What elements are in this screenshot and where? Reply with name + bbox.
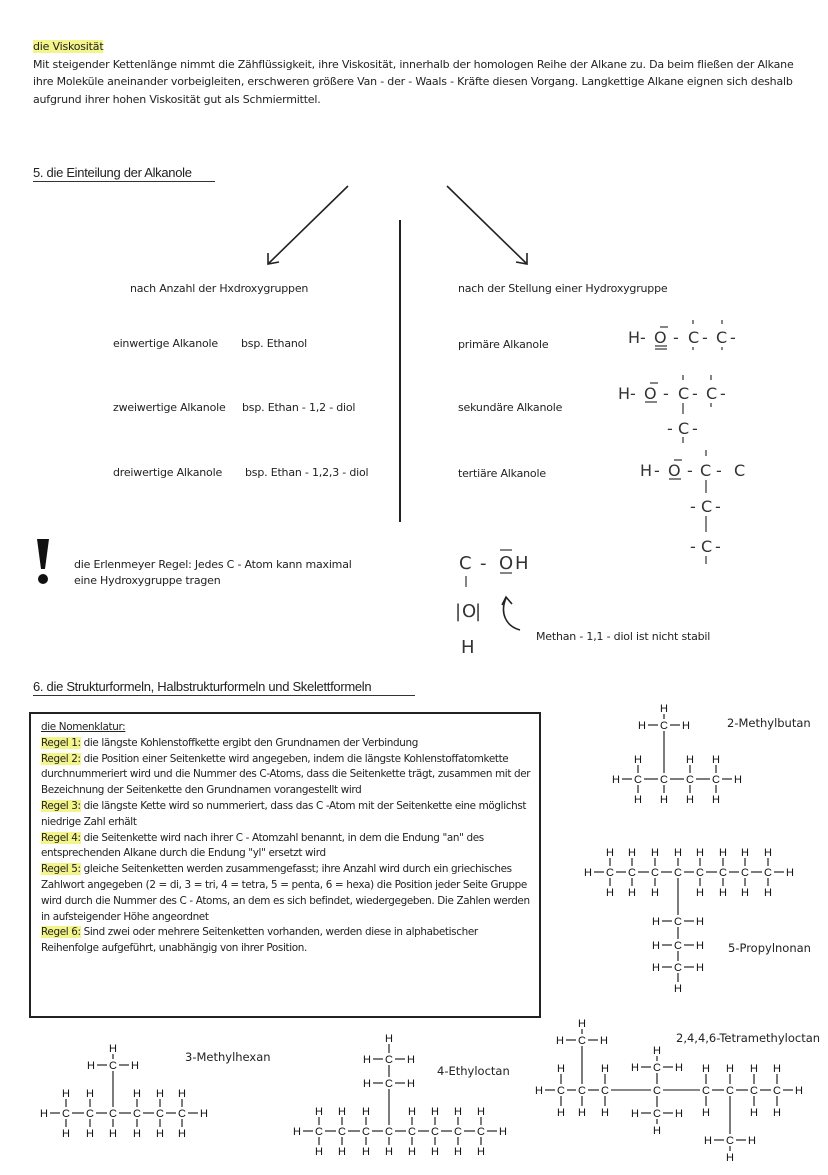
hydrogen-atom: H <box>338 1146 346 1158</box>
hydrogen-atom: H <box>133 1128 141 1140</box>
svg-text:C: C <box>678 384 690 403</box>
hydrogen-atom: H <box>40 1108 48 1120</box>
secondary-alkanols: sekundäre Alkanole <box>458 401 563 414</box>
carbon-atom: C <box>109 1108 117 1120</box>
tertiary-alkanols: tertiäre Alkanole <box>458 467 546 480</box>
hydrogen-atom: H <box>719 847 727 859</box>
hydrogen-atom: H <box>696 940 704 952</box>
svg-text:-: - <box>715 497 721 516</box>
hydrogen-atom: H <box>315 1106 323 1118</box>
svg-text:-: - <box>716 461 722 480</box>
hydrogen-atom: H <box>454 1106 462 1118</box>
svg-text:-: - <box>667 419 673 438</box>
hydrogen-atom: H <box>764 847 772 859</box>
hydrogen-atom: H <box>660 794 668 806</box>
hydrogen-atom: H <box>535 1085 543 1097</box>
carbon-atom: C <box>477 1126 485 1138</box>
hydrogen-atom: H <box>750 1063 758 1075</box>
row1-type: einwertige Alkanole <box>113 337 218 350</box>
hydrogen-atom: H <box>750 1107 758 1119</box>
hydrogen-atom: H <box>600 1035 608 1047</box>
svg-text:|: | <box>455 601 462 622</box>
right-heading: nach der Stellung einer Hydroxygruppe <box>458 282 668 295</box>
hydrogen-atom: H <box>653 1125 661 1137</box>
carbon-atom: C <box>651 867 659 879</box>
carbon-atom: C <box>719 867 727 879</box>
hydrogen-atom: H <box>86 1128 94 1140</box>
hydrogen-atom: H <box>704 1135 712 1147</box>
hydrogen-atom: H <box>764 887 772 899</box>
hydrogen-atom: H <box>712 754 720 766</box>
nomenclature-heading: die Nomenklatur: <box>41 721 126 733</box>
hydrogen-atom: H <box>477 1106 485 1118</box>
svg-text:-: - <box>692 384 698 403</box>
hydrogen-atom: H <box>795 1085 803 1097</box>
carbon-atom: C <box>385 1054 393 1066</box>
viscosity-heading: die Viskosität <box>33 40 104 53</box>
rule-2: Regel 2: die Position einer Seitenkette wird angegeben, indem die längste Kohlenstoffatomkette durchnummeriert wird und die Nummer des C-Atoms, dass die Seitenkette trägt, zusammen mit der Bezeichnung der Seitenkette den Grundnamen vorangestellt wird <box>41 752 531 797</box>
carbon-atom: C <box>660 720 668 732</box>
carbon-atom: C <box>601 1085 609 1097</box>
carbon-atom: C <box>62 1108 70 1120</box>
carbon-atom: C <box>696 867 704 879</box>
label-5-propylnonan: 5-Propylnonan <box>728 941 811 955</box>
carbon-atom: C <box>86 1108 94 1120</box>
svg-text:-: - <box>715 537 721 556</box>
hydrogen-atom: H <box>200 1108 208 1120</box>
carbon-atom: C <box>385 1126 393 1138</box>
svg-text:C: C <box>734 461 746 480</box>
hydrogen-atom: H <box>454 1146 462 1158</box>
hydrogen-atom: H <box>109 1043 117 1055</box>
carbon-atom: C <box>408 1126 416 1138</box>
hydrogen-atom: H <box>748 1135 756 1147</box>
carbon-atom: C <box>578 1085 586 1097</box>
hydrogen-atom: H <box>499 1126 507 1138</box>
carbon-atom: C <box>674 962 682 974</box>
hydrogen-atom: H <box>431 1146 439 1158</box>
hydrogen-atom: H <box>652 940 660 952</box>
hydrogen-atom: H <box>556 1035 564 1047</box>
hydrogen-atom: H <box>87 1060 95 1072</box>
erlenmeyer-rule: die Erlenmeyer Regel: Jedes C - Atom kann maximal eine Hydroxygruppe tragen <box>74 558 352 587</box>
rule-5: Regel 5: gleiche Seitenketten werden zusammengefasst; ihre Anzahl wird durch ein griechisches Zahlwort angegeben (2 = di, 3 = tri, 4 = tetra, 5 = penta, 6 = hexa) die Position jeder Seite Gruppe wird durch die Nummer des C - Atoms, an dem es sich befindet, wiedergegeben. Die Zahlen werden in aufsteigender Höhe angeordnet <box>41 863 530 923</box>
carbon-atom: C <box>315 1126 323 1138</box>
carbon-atom: C <box>156 1108 164 1120</box>
hydrogen-atom: H <box>773 1107 781 1119</box>
hydrogen-atom: H <box>734 774 742 786</box>
hydrogen-atom: H <box>634 794 642 806</box>
hydrogen-atom: H <box>675 1108 683 1120</box>
hydrogen-atom: H <box>109 1128 117 1140</box>
svg-text:-: - <box>720 384 726 403</box>
svg-text:-: - <box>640 328 646 347</box>
hydrogen-atom: H <box>653 1045 661 1057</box>
carbon-atom: C <box>773 1085 781 1097</box>
hydrogen-atom: H <box>578 1018 586 1030</box>
hydrogen-atom: H <box>612 774 620 786</box>
primary-alkanols: primäre Alkanole <box>458 338 549 351</box>
svg-text:C: C <box>678 419 690 438</box>
carbon-atom: C <box>653 1108 661 1120</box>
label-2-methylbutan: 2-Methylbutan <box>727 716 811 730</box>
rule-6: Regel 6: Sind zwei oder mehrere Seitenketten vorhanden, werden diese in alphabetischer Reihenfolge aufgeführt, unabhängig von ihrer Position. <box>41 926 478 955</box>
hydrogen-atom: H <box>712 794 720 806</box>
row1-example: bsp. Ethanol <box>241 337 308 350</box>
hydrogen-atom: H <box>584 867 592 879</box>
carbon-atom: C <box>660 774 668 786</box>
hydrogen-atom: H <box>363 1078 371 1090</box>
svg-text:-: - <box>690 497 696 516</box>
hydrogen-atom: H <box>407 1078 415 1090</box>
hydrogen-atom: H <box>578 1107 586 1119</box>
section5-title: 5. die Einteilung der Alkanole <box>33 165 215 182</box>
row3-example: bsp. Ethan - 1,2,3 - diol <box>245 466 369 479</box>
hydrogen-atom: H <box>363 1054 371 1066</box>
hydrogen-atom: H <box>631 1108 639 1120</box>
carbon-atom: C <box>712 774 720 786</box>
svg-text:H: H <box>515 553 529 574</box>
carbon-atom: C <box>557 1085 565 1097</box>
svg-text:-: - <box>654 461 660 480</box>
carbon-atom: C <box>362 1126 370 1138</box>
carbon-atom: C <box>178 1108 186 1120</box>
rule-4: Regel 4: die Seitenkette wird nach ihrer C - Atomzahl benannt, in dem die Endung "an" des entsprechenden Alkane durch die Endung "yl" ersetzt wird <box>41 831 484 860</box>
svg-text:|: | <box>475 601 482 622</box>
svg-text:O: O <box>462 601 477 622</box>
hydrogen-atom: H <box>606 847 614 859</box>
carbon-atom: C <box>628 867 636 879</box>
svg-text:O: O <box>644 384 657 403</box>
hydrogen-atom: H <box>674 983 682 995</box>
hydrogen-atom: H <box>675 1062 683 1074</box>
svg-text:-: - <box>690 537 696 556</box>
hydrogen-atom: H <box>601 1107 609 1119</box>
carbon-atom: C <box>133 1108 141 1120</box>
hydrogen-atom: H <box>638 720 646 732</box>
hydrogen-atom: H <box>631 1062 639 1074</box>
carbon-atom: C <box>606 867 614 879</box>
svg-text:C: C <box>700 461 712 480</box>
row2-type: zweiwertige Alkanole <box>113 401 226 414</box>
hydrogen-atom: H <box>131 1060 139 1072</box>
row2-example: bsp. Ethan - 1,2 - diol <box>242 401 356 414</box>
hydrogen-atom: H <box>362 1146 370 1158</box>
hydrogen-atom: H <box>362 1106 370 1118</box>
hydrogen-atom: H <box>726 1063 734 1075</box>
hydrogen-atom: H <box>601 1063 609 1075</box>
carbon-atom: C <box>653 1062 661 1074</box>
hydrogen-atom: H <box>293 1126 301 1138</box>
hydrogen-atom: H <box>726 1152 734 1164</box>
carbon-atom: C <box>385 1078 393 1090</box>
svg-text:O: O <box>499 553 514 574</box>
hydrogen-atom: H <box>156 1128 164 1140</box>
svg-text:H: H <box>618 384 631 403</box>
hydrogen-atom: H <box>385 1146 393 1158</box>
hydrogen-atom: H <box>156 1088 164 1100</box>
svg-text:-: - <box>673 328 679 347</box>
hydrogen-atom: H <box>133 1088 141 1100</box>
hydrogen-atom: H <box>557 1107 565 1119</box>
prim-C1: C <box>688 328 700 347</box>
svg-text:-: - <box>663 384 669 403</box>
svg-text:-: - <box>480 553 487 574</box>
row3-type: dreiwertige Alkanole <box>113 466 223 479</box>
hydrogen-atom: H <box>652 916 660 928</box>
hydrogen-atom: H <box>407 1054 415 1066</box>
carbon-atom: C <box>686 774 694 786</box>
svg-text:-: - <box>687 461 693 480</box>
hydrogen-atom: H <box>686 794 694 806</box>
hydrogen-atom: H <box>651 847 659 859</box>
carbon-atom: C <box>634 774 642 786</box>
svg-text:-: - <box>730 328 736 347</box>
carbon-atom: C <box>741 867 749 879</box>
hydrogen-atom: H <box>338 1106 346 1118</box>
hydrogen-atom: H <box>696 847 704 859</box>
rule-3: Regel 3: die längste Kette wird so nummeriert, dass das C -Atom mit der Seitenkette eine möglichst niedrige Zahl erhält <box>41 799 527 828</box>
hydrogen-atom: H <box>62 1088 70 1100</box>
left-heading: nach Anzahl der Hxdroxygruppen <box>130 282 309 295</box>
svg-text:C: C <box>459 553 472 574</box>
hydrogen-atom: H <box>674 847 682 859</box>
hydrogen-atom: H <box>773 1063 781 1075</box>
hydrogen-atom: H <box>408 1106 416 1118</box>
carbon-atom: C <box>454 1126 462 1138</box>
svg-text:H: H <box>461 637 475 658</box>
prim-H: H <box>628 328 641 347</box>
svg-text:-: - <box>630 384 636 403</box>
hydrogen-atom: H <box>696 916 704 928</box>
label-4-ethyloctan: 4-Ethyloctan <box>437 1064 510 1078</box>
hydrogen-atom: H <box>741 847 749 859</box>
carbon-atom: C <box>109 1060 117 1072</box>
hydrogen-atom: H <box>696 962 704 974</box>
methane-note: Methan - 1,1 - diol ist nicht stabil <box>536 630 711 643</box>
hydrogen-atom: H <box>385 1033 393 1045</box>
hydrogen-atom: H <box>557 1063 565 1075</box>
hydrogen-atom: H <box>315 1146 323 1158</box>
hydrogen-atom: H <box>702 1107 710 1119</box>
prim-O: O <box>654 328 667 347</box>
label-tetramethyloctan: 2,4,4,6-Tetramethyloctan <box>676 1031 821 1045</box>
hydrogen-atom: H <box>628 847 636 859</box>
carbon-atom: C <box>578 1035 586 1047</box>
carbon-atom: C <box>674 916 682 928</box>
hydrogen-atom: H <box>660 703 668 715</box>
hydrogen-atom: H <box>652 962 660 974</box>
hydrogen-atom: H <box>86 1088 94 1100</box>
hydrogen-atom: H <box>431 1106 439 1118</box>
carbon-atom: C <box>674 940 682 952</box>
hydrogen-atom: H <box>651 887 659 899</box>
hydrogen-atom: H <box>408 1146 416 1158</box>
viscosity-text: Mit steigender Kettenlänge nimmt die Zähflüssigkeit, ihre Viskosität, innerhalb der homologen Reihe der Alkane zu. Da beim fließen der Alkane ihre Moleküle aneinander vorbeigleiten, erschweren größere Van - der - Waals - Kräfte diesen Vorgang. Langkettige Alkane eignen sich deshalb aufgrund ihrer hohen Viskosität gut als Schmiermittel. <box>33 57 794 106</box>
carbon-atom: C <box>431 1126 439 1138</box>
hydrogen-atom: H <box>702 1063 710 1075</box>
svg-text:H: H <box>640 461 653 480</box>
carbon-atom: C <box>338 1126 346 1138</box>
hydrogen-atom: H <box>696 887 704 899</box>
carbon-atom: C <box>653 1085 661 1097</box>
hydrogen-atom: H <box>628 887 636 899</box>
carbon-atom: C <box>674 867 682 879</box>
carbon-atom: C <box>764 867 772 879</box>
prim-C2: C <box>716 328 728 347</box>
hydrogen-atom: H <box>62 1128 70 1140</box>
hydrogen-atom: H <box>477 1146 485 1158</box>
label-3-methylhexan: 3-Methylhexan <box>185 1050 271 1064</box>
svg-text:-: - <box>692 419 698 438</box>
carbon-atom: C <box>702 1085 710 1097</box>
svg-text:-: - <box>702 328 708 347</box>
hydrogen-atom: H <box>786 867 794 879</box>
hydrogen-atom: H <box>719 887 727 899</box>
hydrogen-atom: H <box>634 754 642 766</box>
hydrogen-atom: H <box>606 887 614 899</box>
hydrogen-atom: H <box>686 754 694 766</box>
carbon-atom: C <box>750 1085 758 1097</box>
section6-title: 6. die Strukturformeln, Halbstrukturformeln und Skelettformeln <box>33 679 415 696</box>
carbon-atom: C <box>726 1085 734 1097</box>
svg-text:C: C <box>706 384 718 403</box>
hydrogen-atom: H <box>741 887 749 899</box>
hydrogen-atom: H <box>178 1088 186 1100</box>
hydrogen-atom: H <box>178 1128 186 1140</box>
carbon-atom: C <box>726 1135 734 1147</box>
rule-1: Regel 1: die längste Kohlenstoffkette ergibt den Grundnamen der Verbindung <box>41 736 419 749</box>
svg-text:O: O <box>668 461 681 480</box>
svg-text:C: C <box>701 497 713 516</box>
svg-text:C: C <box>701 537 713 556</box>
hydrogen-atom: H <box>682 720 690 732</box>
